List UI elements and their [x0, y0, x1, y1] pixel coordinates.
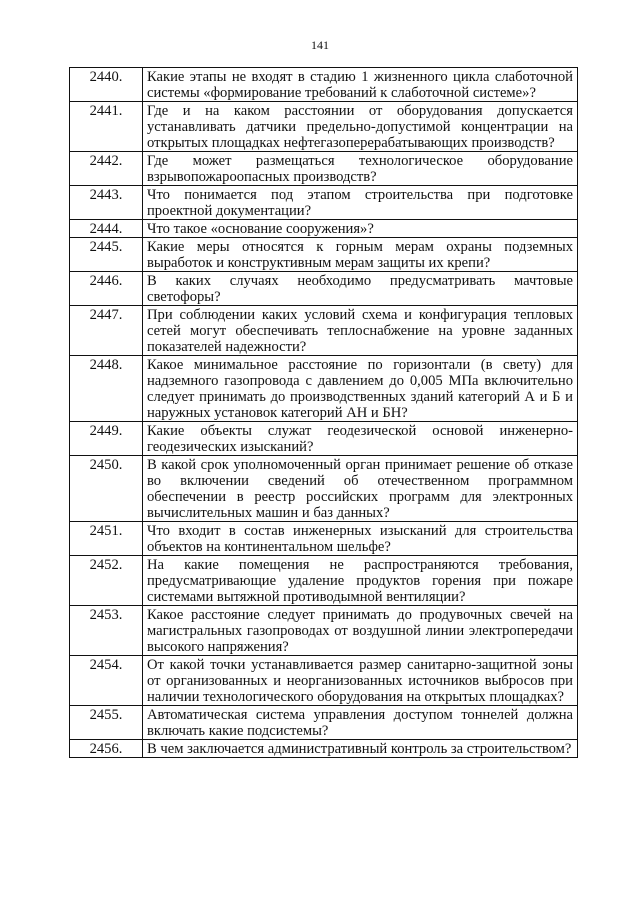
- question-row: [70, 606, 578, 656]
- question-text: На какие помещения не распространяются требования, предусматривающие удаление продуктов горения при пожаре системами вытяжной противодымной вентиляции?: [143, 556, 578, 606]
- question-number: 2442.: [70, 152, 143, 186]
- question-row: [70, 306, 578, 356]
- question-row: [70, 220, 578, 238]
- question-row: [70, 102, 578, 152]
- question-text: Что входит в состав инженерных изысканий для строительства объектов на континентальном шельфе?: [143, 522, 578, 556]
- question-number: 2455.: [70, 706, 143, 740]
- question-row: [70, 656, 578, 706]
- question-row: [70, 740, 578, 758]
- question-number: 2453.: [70, 606, 143, 656]
- question-number: 2447.: [70, 306, 143, 356]
- question-row: [70, 152, 578, 186]
- question-text: Какое расстояние следует принимать до продувочных свечей на магистральных газопроводах от воздушной линии электропередачи высокого напряжения?: [143, 606, 578, 656]
- question-row: [70, 356, 578, 422]
- question-row: [70, 556, 578, 606]
- question-number: 2451.: [70, 522, 143, 556]
- question-text: Где и на каком расстоянии от оборудования допускается устанавливать датчики предельно-допустимой концентрации на открытых площадках нефтегазоперерабатывающих производств?: [143, 102, 578, 152]
- question-row: [70, 68, 578, 102]
- question-row: [70, 422, 578, 456]
- question-number: 2454.: [70, 656, 143, 706]
- question-text: В чем заключается административный контроль за строительством?: [143, 740, 578, 758]
- question-row: [70, 706, 578, 740]
- question-number: 2444.: [70, 220, 143, 238]
- question-text: В какой срок уполномоченный орган принимает решение об отказе во включении сведений об отечественном программном обеспечении в реестр российских программ для электронных вычислительных машин и баз данных?: [143, 456, 578, 522]
- question-row: [70, 456, 578, 522]
- page-number: 141: [311, 38, 329, 52]
- question-number: 2450.: [70, 456, 143, 522]
- question-number: 2448.: [70, 356, 143, 422]
- question-number: 2449.: [70, 422, 143, 456]
- question-text: Какие меры относятся к горным мерам охраны подземных выработок и конструктивным мерам защиты их крепи?: [143, 238, 578, 272]
- question-number: 2456.: [70, 740, 143, 758]
- question-row: [70, 522, 578, 556]
- question-number: 2445.: [70, 238, 143, 272]
- question-text: В каких случаях необходимо предусматривать мачтовые светофоры?: [143, 272, 578, 306]
- question-row: [70, 272, 578, 306]
- question-text: Какие этапы не входят в стадию 1 жизненного цикла слаботочной системы «формирование требований к слаботочной системе»?: [143, 68, 578, 102]
- question-number: 2452.: [70, 556, 143, 606]
- question-text: Какие объекты служат геодезической основой инженерно-геодезических изысканий?: [143, 422, 578, 456]
- question-row: [70, 186, 578, 220]
- question-text: Что понимается под этапом строительства при подготовке проектной документации?: [143, 186, 578, 220]
- question-text: От какой точки устанавливается размер санитарно-защитной зоны от организованных и неорганизованных источников выбросов при наличии технологического оборудования на открытых площадках?: [143, 656, 578, 706]
- question-number: 2446.: [70, 272, 143, 306]
- questions-table-body: [70, 68, 578, 758]
- question-text: Какое минимальное расстояние по горизонтали (в свету) для надземного газопровода с давлением до 0,005 МПа включительно следует принимать до производственных зданий категорий А и Б и наружных установок категорий АН и БН?: [143, 356, 578, 422]
- question-number: 2443.: [70, 186, 143, 220]
- question-text: Автоматическая система управления доступом тоннелей должна включать какие подсистемы?: [143, 706, 578, 740]
- question-number: 2441.: [70, 102, 143, 152]
- question-text: Что такое «основание сооружения»?: [143, 220, 578, 238]
- question-text: Где может размещаться технологическое оборудование взрывопожароопасных производств?: [143, 152, 578, 186]
- question-number: 2440.: [70, 68, 143, 102]
- question-row: [70, 238, 578, 272]
- questions-table: [69, 67, 578, 758]
- question-text: При соблюдении каких условий схема и конфигурация тепловых сетей могут обеспечивать теплоснабжение на уровне заданных показателей надежности?: [143, 306, 578, 356]
